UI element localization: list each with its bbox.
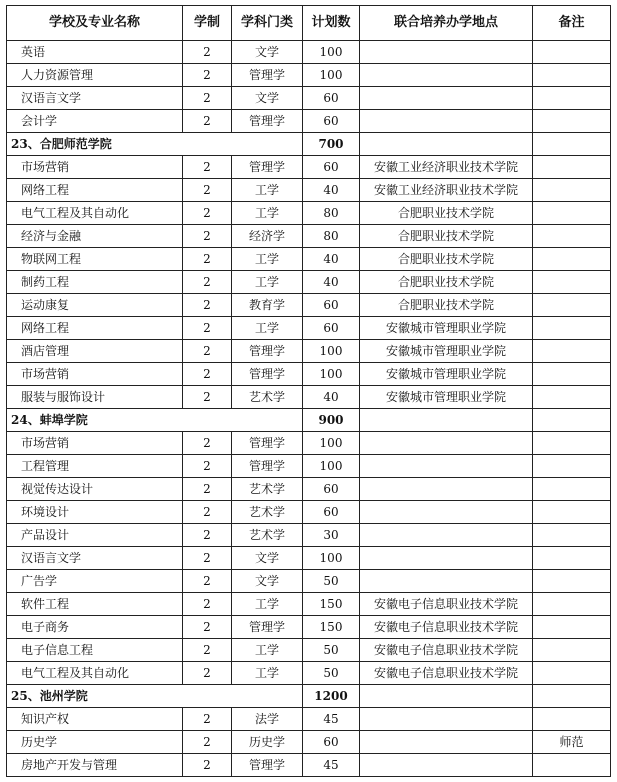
major-name: 运动康复 bbox=[7, 294, 183, 317]
note-cell bbox=[533, 363, 611, 386]
location-cell: 安徽电子信息职业技术学院 bbox=[360, 593, 533, 616]
table-row bbox=[7, 110, 611, 133]
major-name: 知识产权 bbox=[7, 708, 183, 731]
major-name: 经济与金融 bbox=[7, 225, 183, 248]
enrollment-plan-table bbox=[6, 5, 611, 777]
table-header-row bbox=[7, 6, 611, 41]
duration-cell: 2 bbox=[183, 708, 232, 731]
category-cell: 工学 bbox=[232, 179, 303, 202]
table-row bbox=[7, 271, 611, 294]
note-cell bbox=[533, 547, 611, 570]
category-cell: 教育学 bbox=[232, 294, 303, 317]
school-plan-total: 700 bbox=[303, 133, 360, 156]
major-name: 广告学 bbox=[7, 570, 183, 593]
table-row bbox=[7, 570, 611, 593]
duration-cell: 2 bbox=[183, 593, 232, 616]
location-cell bbox=[360, 110, 533, 133]
duration-cell: 2 bbox=[183, 363, 232, 386]
table-body bbox=[7, 41, 611, 777]
table-row bbox=[7, 662, 611, 685]
table-row bbox=[7, 87, 611, 110]
duration-cell: 2 bbox=[183, 639, 232, 662]
plan-cell: 100 bbox=[303, 455, 360, 478]
duration-cell: 2 bbox=[183, 754, 232, 777]
school-header-row bbox=[7, 409, 611, 432]
duration-cell: 2 bbox=[183, 41, 232, 64]
note-cell bbox=[533, 386, 611, 409]
note-cell bbox=[533, 455, 611, 478]
table-row bbox=[7, 248, 611, 271]
plan-cell: 60 bbox=[303, 317, 360, 340]
duration-cell: 2 bbox=[183, 271, 232, 294]
major-name: 市场营销 bbox=[7, 363, 183, 386]
plan-cell: 40 bbox=[303, 386, 360, 409]
duration-cell: 2 bbox=[183, 64, 232, 87]
major-name: 汉语言文学 bbox=[7, 547, 183, 570]
duration-cell: 2 bbox=[183, 225, 232, 248]
category-cell: 工学 bbox=[232, 317, 303, 340]
table-row bbox=[7, 455, 611, 478]
major-name: 人力资源管理 bbox=[7, 64, 183, 87]
note-cell bbox=[533, 708, 611, 731]
category-cell: 管理学 bbox=[232, 156, 303, 179]
category-cell: 经济学 bbox=[232, 225, 303, 248]
location-cell: 合肥职业技术学院 bbox=[360, 248, 533, 271]
duration-cell: 2 bbox=[183, 294, 232, 317]
category-cell: 文学 bbox=[232, 87, 303, 110]
school-name: 24、蚌埠学院 bbox=[7, 409, 303, 432]
school-name: 23、合肥师范学院 bbox=[7, 133, 303, 156]
school-plan-total: 1200 bbox=[303, 685, 360, 708]
header-note: 备注 bbox=[533, 6, 611, 41]
location-cell: 安徽城市管理职业学院 bbox=[360, 386, 533, 409]
plan-cell: 40 bbox=[303, 248, 360, 271]
location-cell: 安徽电子信息职业技术学院 bbox=[360, 639, 533, 662]
major-name: 市场营销 bbox=[7, 432, 183, 455]
category-cell: 艺术学 bbox=[232, 501, 303, 524]
note-cell: 师范 bbox=[533, 731, 611, 754]
plan-cell: 100 bbox=[303, 64, 360, 87]
location-cell bbox=[360, 41, 533, 64]
major-name: 电子商务 bbox=[7, 616, 183, 639]
table-row bbox=[7, 478, 611, 501]
location-cell bbox=[360, 754, 533, 777]
table-row bbox=[7, 363, 611, 386]
header-category: 学科门类 bbox=[232, 6, 303, 41]
table-row bbox=[7, 754, 611, 777]
category-cell: 管理学 bbox=[232, 340, 303, 363]
duration-cell: 2 bbox=[183, 202, 232, 225]
location-cell bbox=[360, 570, 533, 593]
category-cell: 工学 bbox=[232, 662, 303, 685]
duration-cell: 2 bbox=[183, 662, 232, 685]
category-cell: 艺术学 bbox=[232, 386, 303, 409]
major-name: 网络工程 bbox=[7, 179, 183, 202]
major-name: 市场营销 bbox=[7, 156, 183, 179]
major-name: 酒店管理 bbox=[7, 340, 183, 363]
duration-cell: 2 bbox=[183, 616, 232, 639]
category-cell: 工学 bbox=[232, 202, 303, 225]
plan-cell: 100 bbox=[303, 340, 360, 363]
note-cell bbox=[533, 432, 611, 455]
table-row bbox=[7, 708, 611, 731]
category-cell: 管理学 bbox=[232, 455, 303, 478]
plan-cell: 80 bbox=[303, 225, 360, 248]
note-cell bbox=[533, 409, 611, 432]
duration-cell: 2 bbox=[183, 547, 232, 570]
school-header-row bbox=[7, 133, 611, 156]
plan-cell: 80 bbox=[303, 202, 360, 225]
plan-cell: 60 bbox=[303, 110, 360, 133]
major-name: 视觉传达设计 bbox=[7, 478, 183, 501]
location-cell bbox=[360, 432, 533, 455]
header-plan: 计划数 bbox=[303, 6, 360, 41]
table-row bbox=[7, 294, 611, 317]
major-name: 网络工程 bbox=[7, 317, 183, 340]
duration-cell: 2 bbox=[183, 179, 232, 202]
duration-cell: 2 bbox=[183, 317, 232, 340]
category-cell: 工学 bbox=[232, 639, 303, 662]
category-cell: 工学 bbox=[232, 271, 303, 294]
note-cell bbox=[533, 87, 611, 110]
location-cell bbox=[360, 478, 533, 501]
note-cell bbox=[533, 225, 611, 248]
plan-cell: 60 bbox=[303, 478, 360, 501]
major-name: 制药工程 bbox=[7, 271, 183, 294]
plan-cell: 45 bbox=[303, 754, 360, 777]
category-cell: 文学 bbox=[232, 547, 303, 570]
table-row bbox=[7, 202, 611, 225]
location-cell: 安徽城市管理职业学院 bbox=[360, 340, 533, 363]
location-cell: 安徽电子信息职业技术学院 bbox=[360, 662, 533, 685]
note-cell bbox=[533, 478, 611, 501]
location-cell: 合肥职业技术学院 bbox=[360, 294, 533, 317]
location-cell bbox=[360, 708, 533, 731]
category-cell: 工学 bbox=[232, 593, 303, 616]
note-cell bbox=[533, 294, 611, 317]
note-cell bbox=[533, 271, 611, 294]
category-cell: 艺术学 bbox=[232, 524, 303, 547]
note-cell bbox=[533, 41, 611, 64]
note-cell bbox=[533, 317, 611, 340]
plan-cell: 30 bbox=[303, 524, 360, 547]
duration-cell: 2 bbox=[183, 340, 232, 363]
plan-cell: 45 bbox=[303, 708, 360, 731]
table-row bbox=[7, 340, 611, 363]
duration-cell: 2 bbox=[183, 87, 232, 110]
major-name: 电子信息工程 bbox=[7, 639, 183, 662]
note-cell bbox=[533, 501, 611, 524]
duration-cell: 2 bbox=[183, 156, 232, 179]
table-row bbox=[7, 616, 611, 639]
location-cell bbox=[360, 87, 533, 110]
table-row bbox=[7, 64, 611, 87]
plan-cell: 100 bbox=[303, 432, 360, 455]
duration-cell: 2 bbox=[183, 501, 232, 524]
header-name: 学校及专业名称 bbox=[7, 6, 183, 41]
school-name: 25、池州学院 bbox=[7, 685, 303, 708]
plan-cell: 40 bbox=[303, 271, 360, 294]
location-cell: 安徽城市管理职业学院 bbox=[360, 363, 533, 386]
table-row bbox=[7, 524, 611, 547]
plan-cell: 60 bbox=[303, 156, 360, 179]
major-name: 工程管理 bbox=[7, 455, 183, 478]
major-name: 汉语言文学 bbox=[7, 87, 183, 110]
duration-cell: 2 bbox=[183, 386, 232, 409]
plan-cell: 60 bbox=[303, 501, 360, 524]
location-cell: 安徽电子信息职业技术学院 bbox=[360, 616, 533, 639]
category-cell: 管理学 bbox=[232, 616, 303, 639]
location-cell: 合肥职业技术学院 bbox=[360, 202, 533, 225]
location-cell bbox=[360, 547, 533, 570]
header-location: 联合培养办学地点 bbox=[360, 6, 533, 41]
location-cell bbox=[360, 455, 533, 478]
category-cell: 艺术学 bbox=[232, 478, 303, 501]
table-row bbox=[7, 225, 611, 248]
duration-cell: 2 bbox=[183, 432, 232, 455]
table-row bbox=[7, 731, 611, 754]
plan-cell: 100 bbox=[303, 363, 360, 386]
major-name: 房地产开发与管理 bbox=[7, 754, 183, 777]
location-cell bbox=[360, 731, 533, 754]
duration-cell: 2 bbox=[183, 524, 232, 547]
category-cell: 管理学 bbox=[232, 64, 303, 87]
note-cell bbox=[533, 662, 611, 685]
category-cell: 文学 bbox=[232, 41, 303, 64]
location-cell bbox=[360, 409, 533, 432]
note-cell bbox=[533, 248, 611, 271]
note-cell bbox=[533, 156, 611, 179]
location-cell: 安徽工业经济职业技术学院 bbox=[360, 156, 533, 179]
location-cell bbox=[360, 501, 533, 524]
table-row bbox=[7, 547, 611, 570]
category-cell: 历史学 bbox=[232, 731, 303, 754]
category-cell: 管理学 bbox=[232, 110, 303, 133]
table-row bbox=[7, 386, 611, 409]
duration-cell: 2 bbox=[183, 455, 232, 478]
location-cell bbox=[360, 685, 533, 708]
plan-cell: 100 bbox=[303, 41, 360, 64]
category-cell: 管理学 bbox=[232, 754, 303, 777]
plan-cell: 150 bbox=[303, 593, 360, 616]
plan-cell: 100 bbox=[303, 547, 360, 570]
major-name: 电气工程及其自动化 bbox=[7, 202, 183, 225]
duration-cell: 2 bbox=[183, 570, 232, 593]
table-row bbox=[7, 639, 611, 662]
school-header-row bbox=[7, 685, 611, 708]
location-cell: 合肥职业技术学院 bbox=[360, 225, 533, 248]
table-row bbox=[7, 156, 611, 179]
note-cell bbox=[533, 754, 611, 777]
note-cell bbox=[533, 202, 611, 225]
location-cell: 合肥职业技术学院 bbox=[360, 271, 533, 294]
header-duration: 学制 bbox=[183, 6, 232, 41]
note-cell bbox=[533, 133, 611, 156]
note-cell bbox=[533, 593, 611, 616]
note-cell bbox=[533, 570, 611, 593]
duration-cell: 2 bbox=[183, 478, 232, 501]
category-cell: 管理学 bbox=[232, 432, 303, 455]
note-cell bbox=[533, 64, 611, 87]
table-row bbox=[7, 317, 611, 340]
plan-cell: 50 bbox=[303, 570, 360, 593]
plan-cell: 50 bbox=[303, 662, 360, 685]
location-cell bbox=[360, 133, 533, 156]
category-cell: 工学 bbox=[232, 248, 303, 271]
note-cell bbox=[533, 110, 611, 133]
major-name: 软件工程 bbox=[7, 593, 183, 616]
major-name: 历史学 bbox=[7, 731, 183, 754]
note-cell bbox=[533, 524, 611, 547]
table-row bbox=[7, 432, 611, 455]
plan-cell: 60 bbox=[303, 731, 360, 754]
location-cell bbox=[360, 64, 533, 87]
plan-cell: 60 bbox=[303, 294, 360, 317]
note-cell bbox=[533, 340, 611, 363]
major-name: 服装与服饰设计 bbox=[7, 386, 183, 409]
location-cell: 安徽城市管理职业学院 bbox=[360, 317, 533, 340]
table-row bbox=[7, 41, 611, 64]
note-cell bbox=[533, 616, 611, 639]
location-cell: 安徽工业经济职业技术学院 bbox=[360, 179, 533, 202]
table-row bbox=[7, 593, 611, 616]
location-cell bbox=[360, 524, 533, 547]
duration-cell: 2 bbox=[183, 110, 232, 133]
school-plan-total: 900 bbox=[303, 409, 360, 432]
duration-cell: 2 bbox=[183, 248, 232, 271]
plan-cell: 150 bbox=[303, 616, 360, 639]
plan-cell: 60 bbox=[303, 87, 360, 110]
category-cell: 文学 bbox=[232, 570, 303, 593]
major-name: 会计学 bbox=[7, 110, 183, 133]
table-row bbox=[7, 501, 611, 524]
major-name: 物联网工程 bbox=[7, 248, 183, 271]
note-cell bbox=[533, 685, 611, 708]
note-cell bbox=[533, 639, 611, 662]
plan-cell: 50 bbox=[303, 639, 360, 662]
note-cell bbox=[533, 179, 611, 202]
plan-cell: 40 bbox=[303, 179, 360, 202]
major-name: 电气工程及其自动化 bbox=[7, 662, 183, 685]
duration-cell: 2 bbox=[183, 731, 232, 754]
table-row bbox=[7, 179, 611, 202]
major-name: 环境设计 bbox=[7, 501, 183, 524]
category-cell: 管理学 bbox=[232, 363, 303, 386]
major-name: 产品设计 bbox=[7, 524, 183, 547]
major-name: 英语 bbox=[7, 41, 183, 64]
category-cell: 法学 bbox=[232, 708, 303, 731]
